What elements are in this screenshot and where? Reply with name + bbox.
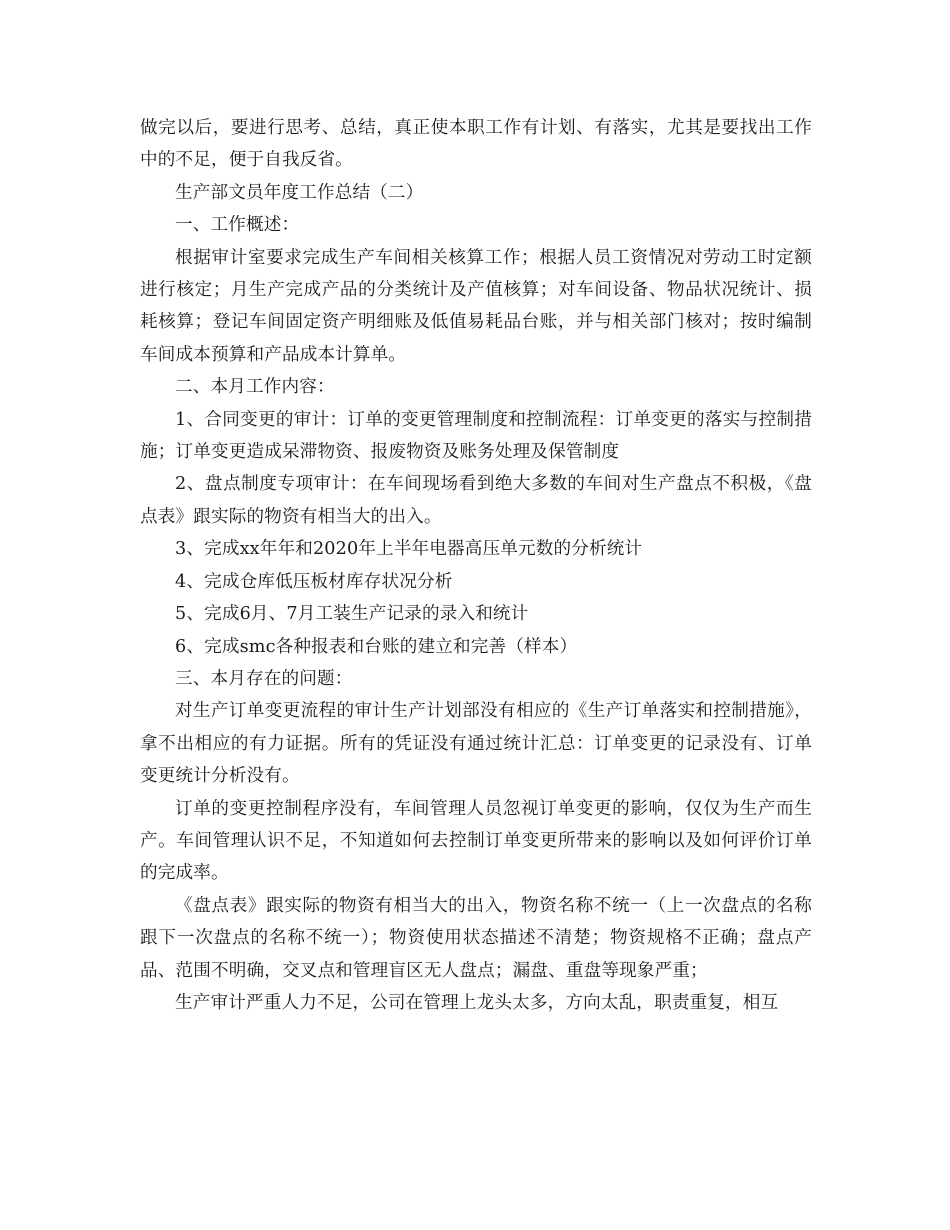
list-item-1: 1、合同变更的审计：订单的变更管理制度和控制流程：订单变更的落实与控制措施；订单变更造成呆滞物资、报废物资及账务处理及保管制度 bbox=[140, 409, 812, 463]
section-title: 生产部文员年度工作总结（二） bbox=[175, 182, 424, 203]
paragraph-problem-1: 对生产订单变更流程的审计生产计划部没有相应的《生产订单落实和控制措施》，拿不出相应的有力证据。所有的凭证没有通过统计汇总：订单变更的记录没有、订单变更统计分析没有。 bbox=[140, 701, 812, 787]
list-item-3: 3、完成xx年年和2020年上半年电器高压单元数的分析统计 bbox=[175, 539, 643, 560]
list-item-5: 5、完成6月、7月工装生产记录的录入和统计 bbox=[175, 604, 529, 625]
paragraph-problem-2: 订单的变更控制程序没有，车间管理人员忽视订单变更的影响，仅仅为生产而生产。车间管理认识不足，不知道如何去控制订单变更所带来的影响以及如何评价订单的完成率。 bbox=[140, 798, 812, 884]
heading-problems: 三、本月存在的问题： bbox=[175, 668, 353, 689]
list-item-4: 4、完成仓库低压板材库存状况分析 bbox=[175, 571, 453, 592]
paragraph-continuation: 做完以后，要进行思考、总结，真正使本职工作有计划、有落实，尤其是要找出工作中的不足，便于自我反省。 bbox=[140, 118, 812, 171]
heading-monthly-work: 二、本月工作内容： bbox=[175, 377, 335, 398]
paragraph-overview: 根据审计室要求完成生产车间相关核算工作；根据人员工资情况对劳动工时定额进行核定；月生产完成产品的分类统计及产值核算；对车间设备、物品状况统计、损耗核算；登记车间固定资产明细账及低值易耗品台账，并与相关部门核对；按时编制车间成本预算和产品成本计算单。 bbox=[140, 247, 812, 365]
document-page bbox=[140, 112, 812, 1019]
heading-overview: 一、工作概述： bbox=[175, 215, 300, 236]
list-item-2: 2、盘点制度专项审计：在车间现场看到绝大多数的车间对生产盘点不积极，《盘点表》跟实际的物资有相当大的出入。 bbox=[140, 474, 812, 527]
list-item-6: 6、完成smc各种报表和台账的建立和完善（样本） bbox=[175, 636, 578, 657]
paragraph-problem-3: 《盘点表》跟实际的物资有相当大的出入，物资名称不统一（上一次盘点的名称跟下一次盘点的名称不统一）；物资使用状态描述不清楚；物资规格不正确；盘点产品、范围不明确，交叉点和管理盲区无人盘点；漏盘、重盘等现象严重； bbox=[140, 895, 812, 981]
paragraph-problem-4: 生产审计严重人力不足，公司在管理上龙头太多，方向太乱，职责重复，相互 bbox=[175, 992, 779, 1013]
